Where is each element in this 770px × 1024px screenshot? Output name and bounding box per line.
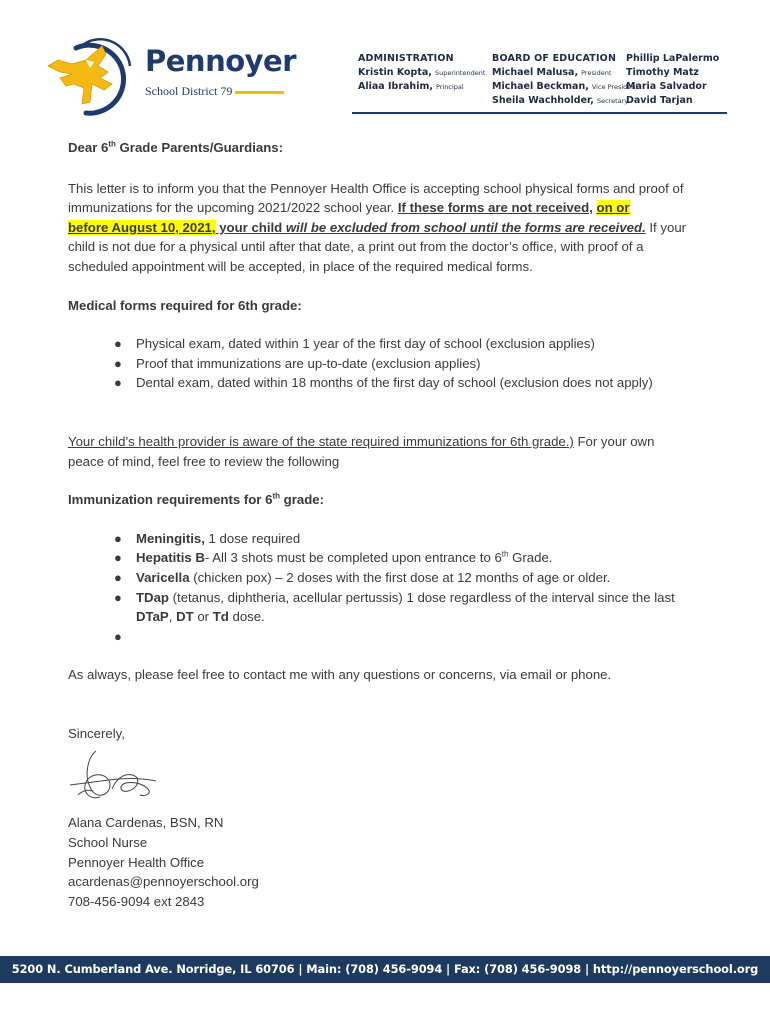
provider-paragraph: Your child’s health provider is aware of the state required immunizations for 6th grade.) For your own peace of mind, feel free to review the following bbox=[68, 433, 655, 469]
bullet-icon: ● bbox=[114, 530, 122, 546]
list-item: ● Physical exam, dated within 1 year of the first day of school (exclusion applies) bbox=[136, 334, 688, 354]
list-item: ● Varicella (chicken pox) – 2 doses with the first dose at 12 months of age or older. bbox=[136, 568, 688, 588]
nurse-phone: 708-456-9094 ext 2843 bbox=[68, 893, 205, 909]
signature-icon bbox=[66, 745, 161, 807]
sign-off: Sincerely, bbox=[68, 725, 125, 741]
board-person: Sheila Wachholder, Secretary bbox=[492, 95, 629, 106]
nurse-name: Alana Cardenas, BSN, RN bbox=[68, 815, 224, 831]
closing-paragraph: As always, please feel free to contact me with any questions or concerns, via email or phone. bbox=[68, 667, 612, 683]
board-member: Phillip LaPalermo bbox=[626, 53, 720, 64]
board-member: Timothy Matz bbox=[626, 67, 699, 78]
forms-not-received-warning: If these forms are not received, bbox=[397, 200, 593, 216]
medical-forms-list bbox=[68, 334, 688, 393]
board-title: BOARD OF EDUCATION bbox=[492, 53, 617, 64]
district-name: Pennoyer bbox=[145, 44, 297, 78]
letter-body bbox=[68, 138, 688, 911]
brand-accent-bar bbox=[235, 91, 284, 94]
deadline-highlight: on or bbox=[596, 200, 630, 216]
board-member: Maria Salvador bbox=[626, 81, 707, 92]
board-member: David Tarjan bbox=[626, 95, 693, 106]
deadline-date-highlight: before August 10, 2021, bbox=[68, 219, 216, 235]
office-name: Pennoyer Health Office bbox=[68, 854, 205, 870]
bullet-icon: ● bbox=[114, 355, 122, 371]
admin-person: Aliaa Ibrahim, Principal bbox=[358, 81, 464, 92]
board-person: Michael Beckman, Vice President bbox=[492, 81, 638, 92]
eagle-logo-icon bbox=[46, 38, 146, 116]
district-subtitle: School District 79 bbox=[145, 84, 233, 98]
board-members-block bbox=[626, 52, 719, 108]
board-person: Michael Malusa, President bbox=[492, 67, 612, 78]
list-item: ● Proof that immunizations are up-to-date (exclusion applies) bbox=[136, 354, 688, 374]
list-item: ● Hepatitis B- All 3 shots must be completed upon entrance to 6th Grade. bbox=[136, 548, 688, 568]
immunization-heading: Immunization requirements for 6th grade: bbox=[68, 491, 324, 508]
intro-paragraph: This letter is to inform you that the Pennoyer Health Office is accepting school physical forms and proof of immunizations for the upcoming 2021/2022 school year. If these forms are not received, on or before August 10, 2021, your child will be excluded from school until the forms are received. If your child is not due for a physical until after that date, a print out from the doctor’s office, with proof of a scheduled appointment will be accepted, in place of the required medical forms. bbox=[68, 180, 687, 274]
bullet-icon: ● bbox=[114, 628, 122, 644]
bullet-icon: ● bbox=[114, 336, 122, 352]
board-block bbox=[492, 52, 638, 108]
bullet-icon: ● bbox=[114, 569, 122, 585]
bullet-icon: ● bbox=[114, 375, 122, 391]
list-item: ● Dental exam, dated within 18 months of the first day of school (exclusion does not apply) bbox=[136, 373, 688, 393]
admin-person: Kristin Kopta, Superintendent bbox=[358, 67, 486, 78]
list-item: ● TDap (tetanus, diphtheria, acellular pertussis) 1 dose regardless of the interval since the last DTaP, DT or Td dose. bbox=[114, 589, 675, 625]
exclusion-warning: will be excluded from school until the forms are received. bbox=[285, 219, 646, 235]
immunization-list bbox=[68, 529, 688, 647]
bullet-icon: ● bbox=[114, 589, 122, 605]
footer-bar: 5200 N. Cumberland Ave. Norridge, IL 60706 | Main: (708) 456-9094 | Fax: (708) 456-9098 | http://pennoyerschool.org bbox=[0, 956, 770, 983]
bullet-icon: ● bbox=[114, 550, 122, 566]
administration-title: ADMINISTRATION bbox=[358, 53, 454, 64]
list-item bbox=[114, 627, 688, 647]
administration-block bbox=[358, 52, 485, 94]
medical-forms-heading: Medical forms required for 6th grade: bbox=[68, 297, 302, 313]
nurse-email: acardenas@pennoyerschool.org bbox=[68, 874, 259, 890]
header-divider bbox=[352, 112, 727, 114]
list-item: ● Meningitis, 1 dose required bbox=[136, 529, 688, 549]
greeting: Dear 6th Grade Parents/Guardians: bbox=[68, 139, 283, 155]
nurse-title: School Nurse bbox=[68, 835, 148, 851]
